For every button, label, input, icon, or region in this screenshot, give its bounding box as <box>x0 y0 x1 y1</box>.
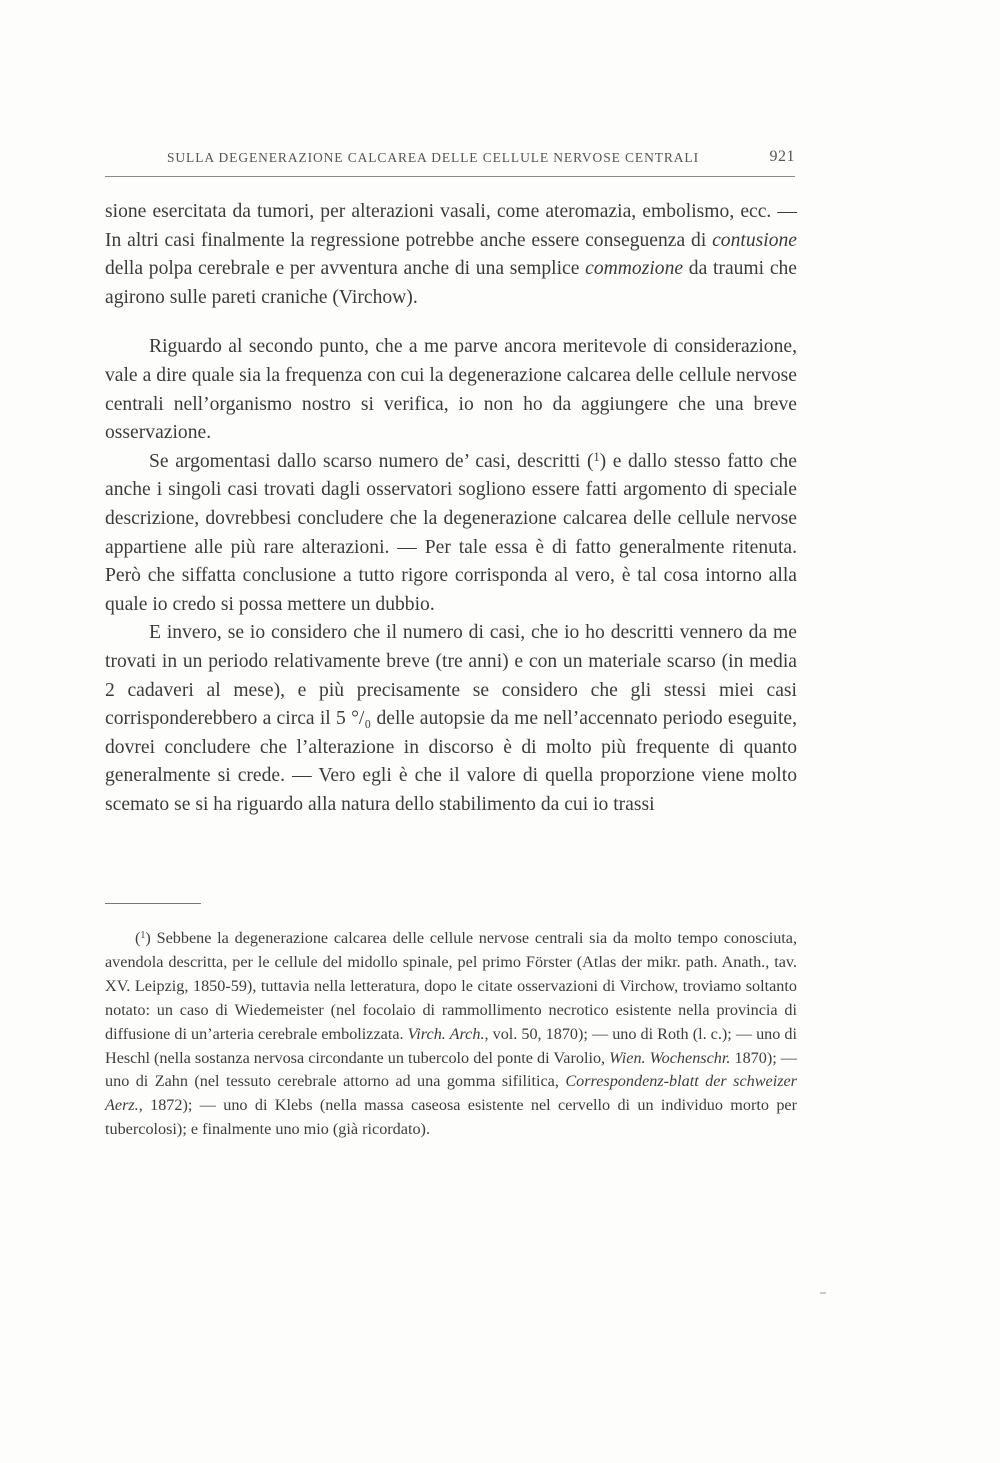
footnote-close-paren: ) <box>145 929 157 947</box>
paragraph-4-text-a: E invero, se io considero che il numero di casi, che io ho descritti vennero da me trovati in un periodo relativamente breve (tre anni) e con un materiale scarso (in media 2 cadaveri al mese), e più precisamente se considero che gli stessi miei casi corrisponderebbero a circa il 5 <box>105 622 797 730</box>
scan-speck <box>820 1292 826 1294</box>
page-number: 921 <box>769 148 795 165</box>
footnote-text-c: 1870); — uno di Zahn (nel tessuto cerebrale attorno ad una gomma sifilitica, <box>105 1048 797 1091</box>
paragraph-3 <box>105 448 797 620</box>
citation-correspondenz-blatt: Correspondenz-blatt der schweizer Aerz., <box>105 1072 797 1115</box>
paragraph-1-text-a: sione esercitata da tumori, per alterazioni vasali, come ateromazia, embolismo, ecc. — In altri casi finalmente la regressione potrebbe anche essere conseguenza di <box>105 201 797 251</box>
paragraph-3-text-b: ) e dallo stesso fatto che anche i singoli casi trovati dagli osservatori sogliono essere fatti argomento di speciale descrizione, dovrebbesi concludere che la degenerazione calcarea delle cellule nervose appartiene alle più rare alterazioni. — Per tale essa è di fatto generalmente ritenuta. Però che siffatta conclusione a tutto rigore corrisponda al vero, è tal cosa intorno alla quale io credo si possa mettere un dubbio. <box>105 450 797 615</box>
paragraph-2: Riguardo al secondo punto, che a me parve ancora meritevole di considerazione, vale a dire quale sia la frequenza con cui la degenerazione calcarea delle cellule nervose centrali nell’organismo nostro si verifica, io non ho da aggiungere che una breve osservazione. <box>105 336 797 444</box>
paragraph-1-text-b: della polpa cerebrale e per avventura anche di una semplice <box>105 258 586 280</box>
italic-term-commozione: commozione <box>585 258 684 280</box>
footnote <box>105 927 797 1142</box>
footnote-text-b: , vol. 50, 1870); — uno di Roth (l. c.); — uno di Heschl (nella sostanza nervosa circondante un tubercolo del ponte di Varolio, <box>105 1024 797 1067</box>
italic-term-contusione: contusione <box>712 229 797 251</box>
citation-wien-wochenschr: Wien. Wochenschr. <box>609 1048 731 1067</box>
paragraph-4-text-b: delle autopsie da me nell’accennato periodo eseguite, dovrei concludere che l’alterazione in discorso è di molto più frequente di quanto generalmente si crede. — Vero egli è che il valore di quella proporzione viene molto scemato se si ha riguardo alla natura dello stabilimento da cui io trassi <box>105 708 798 815</box>
footnote-text-d: 1872); — uno di Klebs (nella massa caseosa esistente nel cervello di un individuo morto per tubercolosi); e finalmente uno mio (già ricordato). <box>105 1096 797 1139</box>
footnote-1 <box>105 927 797 1142</box>
running-head <box>105 150 795 172</box>
footnote-text-a: Sebbene la degenerazione calcarea delle cellule nervose centrali sia da molto tempo conosciuta, avendola descritta, per le cellule del midollo spinale, pel primo Förster (Atlas der mikr. path. Anath., tav. XV. Leipzig, 1850-59), tuttavia nella letteratura, dopo le citate osservazioni di Virchow, troviamo soltanto notato: un caso di Wiedemeister (nel focolaio di rammollimento necrotico esistente nella provincia di diffusione di un’arteria cerebrale embolizzata. <box>105 929 798 1043</box>
citation-virch-arch: Virch. Arch. <box>407 1024 485 1043</box>
paragraph-1 <box>105 198 797 312</box>
paragraph-3-text-a: Se argomentasi dallo scarso numero de’ casi, descritti ( <box>149 450 594 472</box>
footnote-marker: 1 <box>140 929 146 941</box>
header-rule <box>105 176 795 177</box>
paragraph-4 <box>105 619 797 819</box>
footnote-open-paren: ( <box>135 929 141 947</box>
footnote-reference: 1 <box>593 449 600 464</box>
running-title: SULLA DEGENERAZIONE CALCAREA DELLE CELLULE NERVOSE CENTRALI <box>167 150 699 165</box>
per-mille-sign: °/₀ <box>351 708 372 730</box>
paragraph-1-text-c: da traumi che agirono sulle pareti craniche (Virchow). <box>105 258 798 308</box>
footnote-rule <box>105 903 201 904</box>
body-text <box>105 198 797 819</box>
